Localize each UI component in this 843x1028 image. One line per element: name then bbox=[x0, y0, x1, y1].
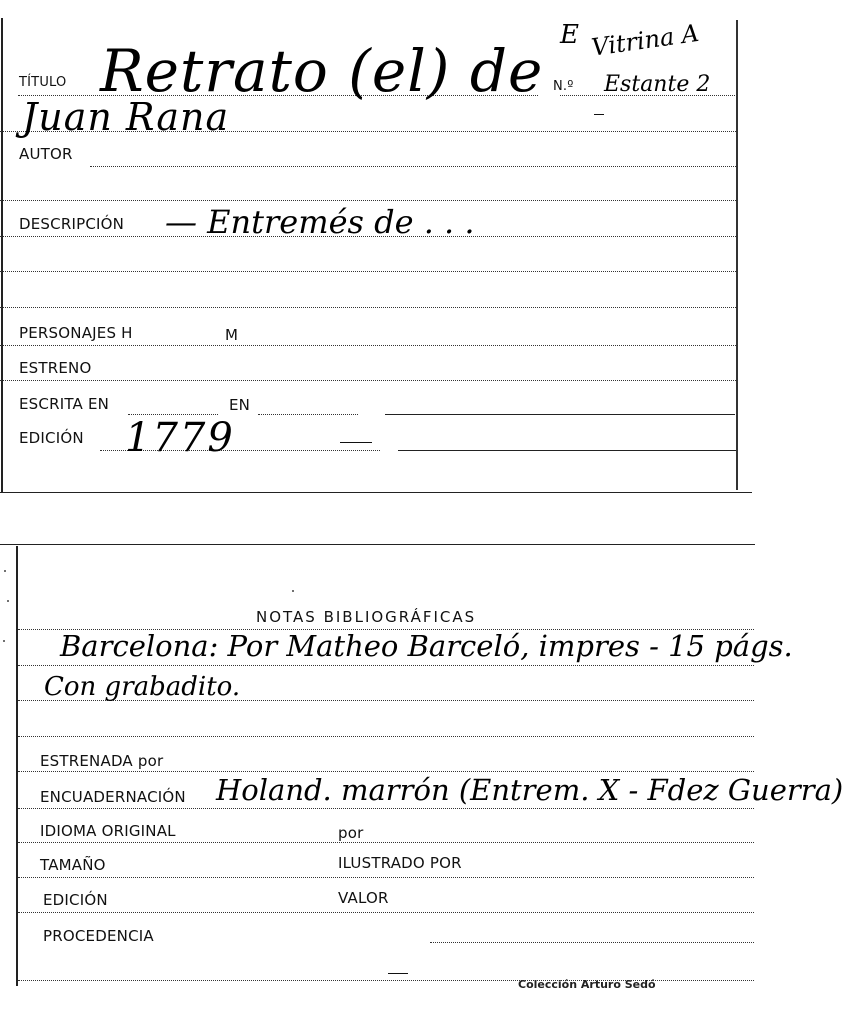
handwritten-descripcion: — Entremés de . . . bbox=[165, 203, 475, 241]
label-por: por bbox=[338, 824, 364, 842]
handwritten-vitrina: Vitrina A bbox=[589, 18, 701, 62]
rule-tamano bbox=[18, 877, 754, 878]
label-personajes-m: M bbox=[225, 326, 239, 344]
handwritten-shelf-mark: E bbox=[560, 20, 579, 50]
label-estreno: ESTRENO bbox=[19, 359, 92, 377]
card-left-edge bbox=[1, 18, 3, 493]
label-en: EN bbox=[229, 396, 251, 414]
label-estrenada: ESTRENADA por bbox=[40, 752, 164, 770]
label-idioma-original: IDIOMA ORIGINAL bbox=[40, 822, 176, 840]
rule bbox=[18, 736, 754, 737]
label-escrita-en: ESCRITA EN bbox=[19, 395, 110, 413]
rule-procedencia bbox=[430, 942, 754, 943]
handwritten-dash bbox=[594, 114, 604, 115]
label-tamano: TAMAÑO bbox=[40, 856, 106, 874]
rule bbox=[0, 307, 736, 308]
handwritten-notas-line2: Con grabadito. bbox=[44, 672, 241, 702]
card-top-edge bbox=[0, 544, 755, 545]
rule bbox=[0, 200, 736, 201]
label-procedencia: PROCEDENCIA bbox=[43, 927, 154, 945]
label-notas-bibliograficas: NOTAS BIBLIOGRÁFICAS bbox=[256, 608, 477, 626]
scan-speck bbox=[3, 640, 5, 642]
label-titulo: TÍTULO bbox=[19, 75, 67, 90]
catalog-card-back bbox=[0, 540, 843, 1028]
card-bottom-edge bbox=[0, 492, 752, 493]
label-ilustrado-por: ILUSTRADO POR bbox=[338, 854, 462, 872]
rule-en bbox=[258, 414, 358, 415]
rule-estrenada bbox=[18, 771, 754, 772]
label-personajes-h: PERSONAJES H bbox=[19, 324, 133, 342]
rule-idioma bbox=[18, 842, 754, 843]
handwritten-encuadernacion: Holand. marrón (Entrem. X - Fdez Guerra) bbox=[216, 773, 843, 807]
handwritten-edicion-year: 1779 bbox=[125, 415, 235, 461]
rule bbox=[0, 271, 736, 272]
card-right-edge bbox=[736, 20, 738, 490]
rule-encuadernacion bbox=[18, 808, 754, 809]
rule-autor bbox=[90, 166, 736, 167]
scan-speck bbox=[7, 600, 9, 602]
rule-escrita-right bbox=[385, 414, 735, 415]
label-edicion: EDICIÓN bbox=[43, 891, 108, 909]
rule-estreno bbox=[0, 380, 736, 381]
handwritten-notas-line1: Barcelona: Por Matheo Barceló, impres - 15 págs. bbox=[60, 629, 793, 663]
rule-edicion-right bbox=[398, 450, 736, 451]
label-edicion: EDICIÓN bbox=[19, 429, 84, 447]
handwritten-dash bbox=[388, 973, 408, 974]
handwritten-dash bbox=[340, 442, 372, 443]
handwritten-title-line2: Juan Rana bbox=[22, 95, 230, 139]
label-descripcion: DESCRIPCIÓN bbox=[19, 215, 125, 233]
scan-speck bbox=[4, 570, 6, 572]
collection-footer: Colección Arturo Sedó bbox=[518, 978, 656, 991]
rule-edicion bbox=[18, 912, 754, 913]
label-valor: VALOR bbox=[338, 889, 389, 907]
handwritten-estante: Estante 2 bbox=[604, 72, 711, 97]
label-autor: AUTOR bbox=[19, 145, 73, 163]
handwritten-title-line1: Retrato (el) de bbox=[100, 37, 544, 105]
card-left-edge bbox=[16, 546, 18, 986]
label-numero: N.º bbox=[553, 79, 574, 94]
rule-notas-line1 bbox=[18, 665, 754, 666]
scan-speck bbox=[292, 590, 294, 592]
catalog-card-front bbox=[0, 0, 759, 497]
rule-personajes bbox=[0, 345, 736, 346]
label-encuadernacion: ENCUADERNACIÓN bbox=[40, 788, 186, 806]
